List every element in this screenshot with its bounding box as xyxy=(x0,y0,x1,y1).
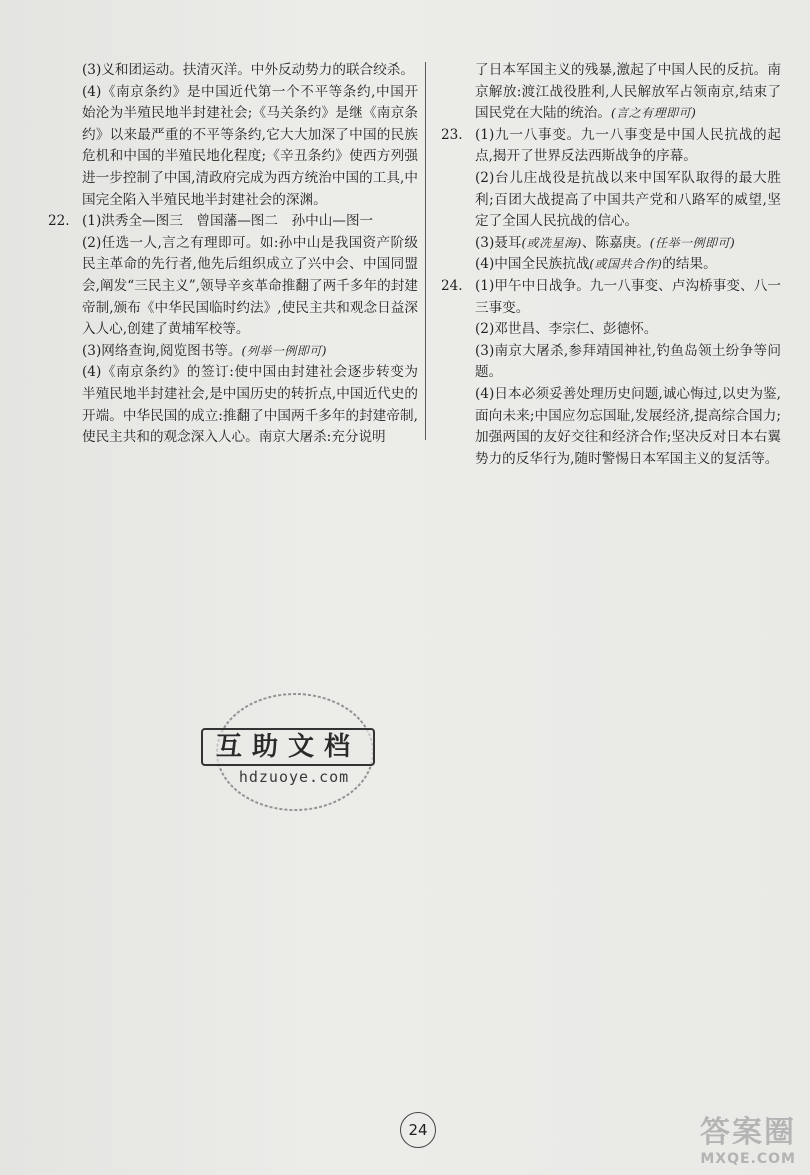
q22-cont-text: 了日本军国主义的残暴,激起了中国人民的反抗。南京解放:渡江战役胜利,人民解放军占领南京,结束了国民党在大陆的统治。 xyxy=(475,62,781,122)
q23-part4 xyxy=(475,254,781,276)
q22-part3-text: (3)网络查询,阅览图书等。 xyxy=(82,342,242,359)
q23-part1: (1)九一八事变。九一八事变是中国人民抗战的起点,揭开了世界反法西斯战争的序幕。 xyxy=(475,126,781,165)
q23-part3 xyxy=(475,233,781,255)
site-logo-url: MXQE.COM xyxy=(700,1151,796,1167)
q23-part3-paren: (或冼星海) xyxy=(521,235,582,250)
question-22 xyxy=(48,211,418,449)
question-23 xyxy=(441,125,781,276)
question-24-number: 24. xyxy=(441,277,463,294)
q22-part4-continued xyxy=(441,60,781,125)
q22-part4: (4)《南京条约》的签订:使中国由封建社会逐步转变为半殖民地半封建社会,是中国历史的转折点,中国近代史的开端。中华民国的成立:推翻了中国两千多年的封建帝制,使民主共和的观念深入人心。南京大屠杀:充分说明 xyxy=(82,364,418,446)
question-24 xyxy=(441,276,781,470)
q23-part3-tail: 、陈嘉庚。 xyxy=(581,234,650,251)
q22-part1: (1)洪秀全—图三 曾国藩—图二 孙中山—图一 xyxy=(82,213,374,230)
site-logo xyxy=(700,1107,796,1167)
site-logo-text: 答案圈 xyxy=(700,1115,796,1150)
q21-part4: (4)《南京条约》是中国近代第一个不平等条约,中国开始沦为半殖民地半封建社会;《马关条约》是继《南京条约》以来最严重的不平等条约,它大大加深了中国的民族危机和中国的半殖民地化程度;《辛丑条约》使西方列强进一步控制了中国,清政府完成为西方统治中国的工具,中国完全陷入半殖民地半封建社会的深渊。 xyxy=(82,83,418,208)
q22-cont-note: (言之有理即可) xyxy=(610,106,697,121)
q23-part4-text: (4)中国全民族抗战 xyxy=(475,256,590,273)
page-number: 24 xyxy=(400,1112,436,1148)
q23-part4-tail: 的结果。 xyxy=(662,256,717,273)
watermark-stamp xyxy=(195,690,395,820)
q24-part2: (2)邓世昌、李宗仁、彭德怀。 xyxy=(475,321,658,338)
column-divider xyxy=(425,62,426,440)
watermark-url: hdzuoye.com xyxy=(238,768,350,786)
q23-part2: (2)台儿庄战役是抗战以来中国军队取得的最大胜利;百团大战提高了中国共产党和八路军的威望,坚定了全国人民抗战的信心。 xyxy=(475,169,781,230)
q22-part3-note: (列举一例即可) xyxy=(241,343,327,358)
q23-part3-note: (任举一例即可) xyxy=(649,235,736,250)
watermark-title: 互助文档 xyxy=(201,728,375,766)
q23-part3-text: (3)聂耳 xyxy=(475,234,522,251)
q22-part3 xyxy=(82,341,418,363)
q23-part4-paren: (或国共合作) xyxy=(589,257,663,272)
right-column xyxy=(441,60,781,470)
q21-part3: (3)义和团运动。扶清灭洋。中外反动势力的联合绞杀。 xyxy=(82,62,414,78)
q24-part4: (4)日本必须妥善处理历史问题,诚心悔过,以史为鉴,面向未来;中国应勿忘国耻,发展经济,提高综合国力;加强两国的友好交往和经济合作;坚决反对日本右翼势力的反华行为,随时警惕日本军国主义的复活等。 xyxy=(475,385,781,467)
question-23-number: 23. xyxy=(441,126,463,143)
left-column xyxy=(48,60,418,449)
q22-part2: (2)任选一人,言之有理即可。如:孙中山是我国资产阶级民主革命的先行者,他先后组织成立了兴中会、中国同盟会,阐发“三民主义”,领导辛亥革命推翻了两千多年的封建帝制,颁布《中华民国临时约法》,使民主共和观念日益深入人心,创建了黄埔军校等。 xyxy=(82,234,418,338)
q24-part1: (1)甲午中日战争。九一八事变、卢沟桥事变、八一三事变。 xyxy=(475,277,781,316)
q24-part3: (3)南京大屠杀,参拜靖国神社,钓鱼岛领土纷争等问题。 xyxy=(475,342,781,381)
question-22-number: 22. xyxy=(48,213,70,230)
